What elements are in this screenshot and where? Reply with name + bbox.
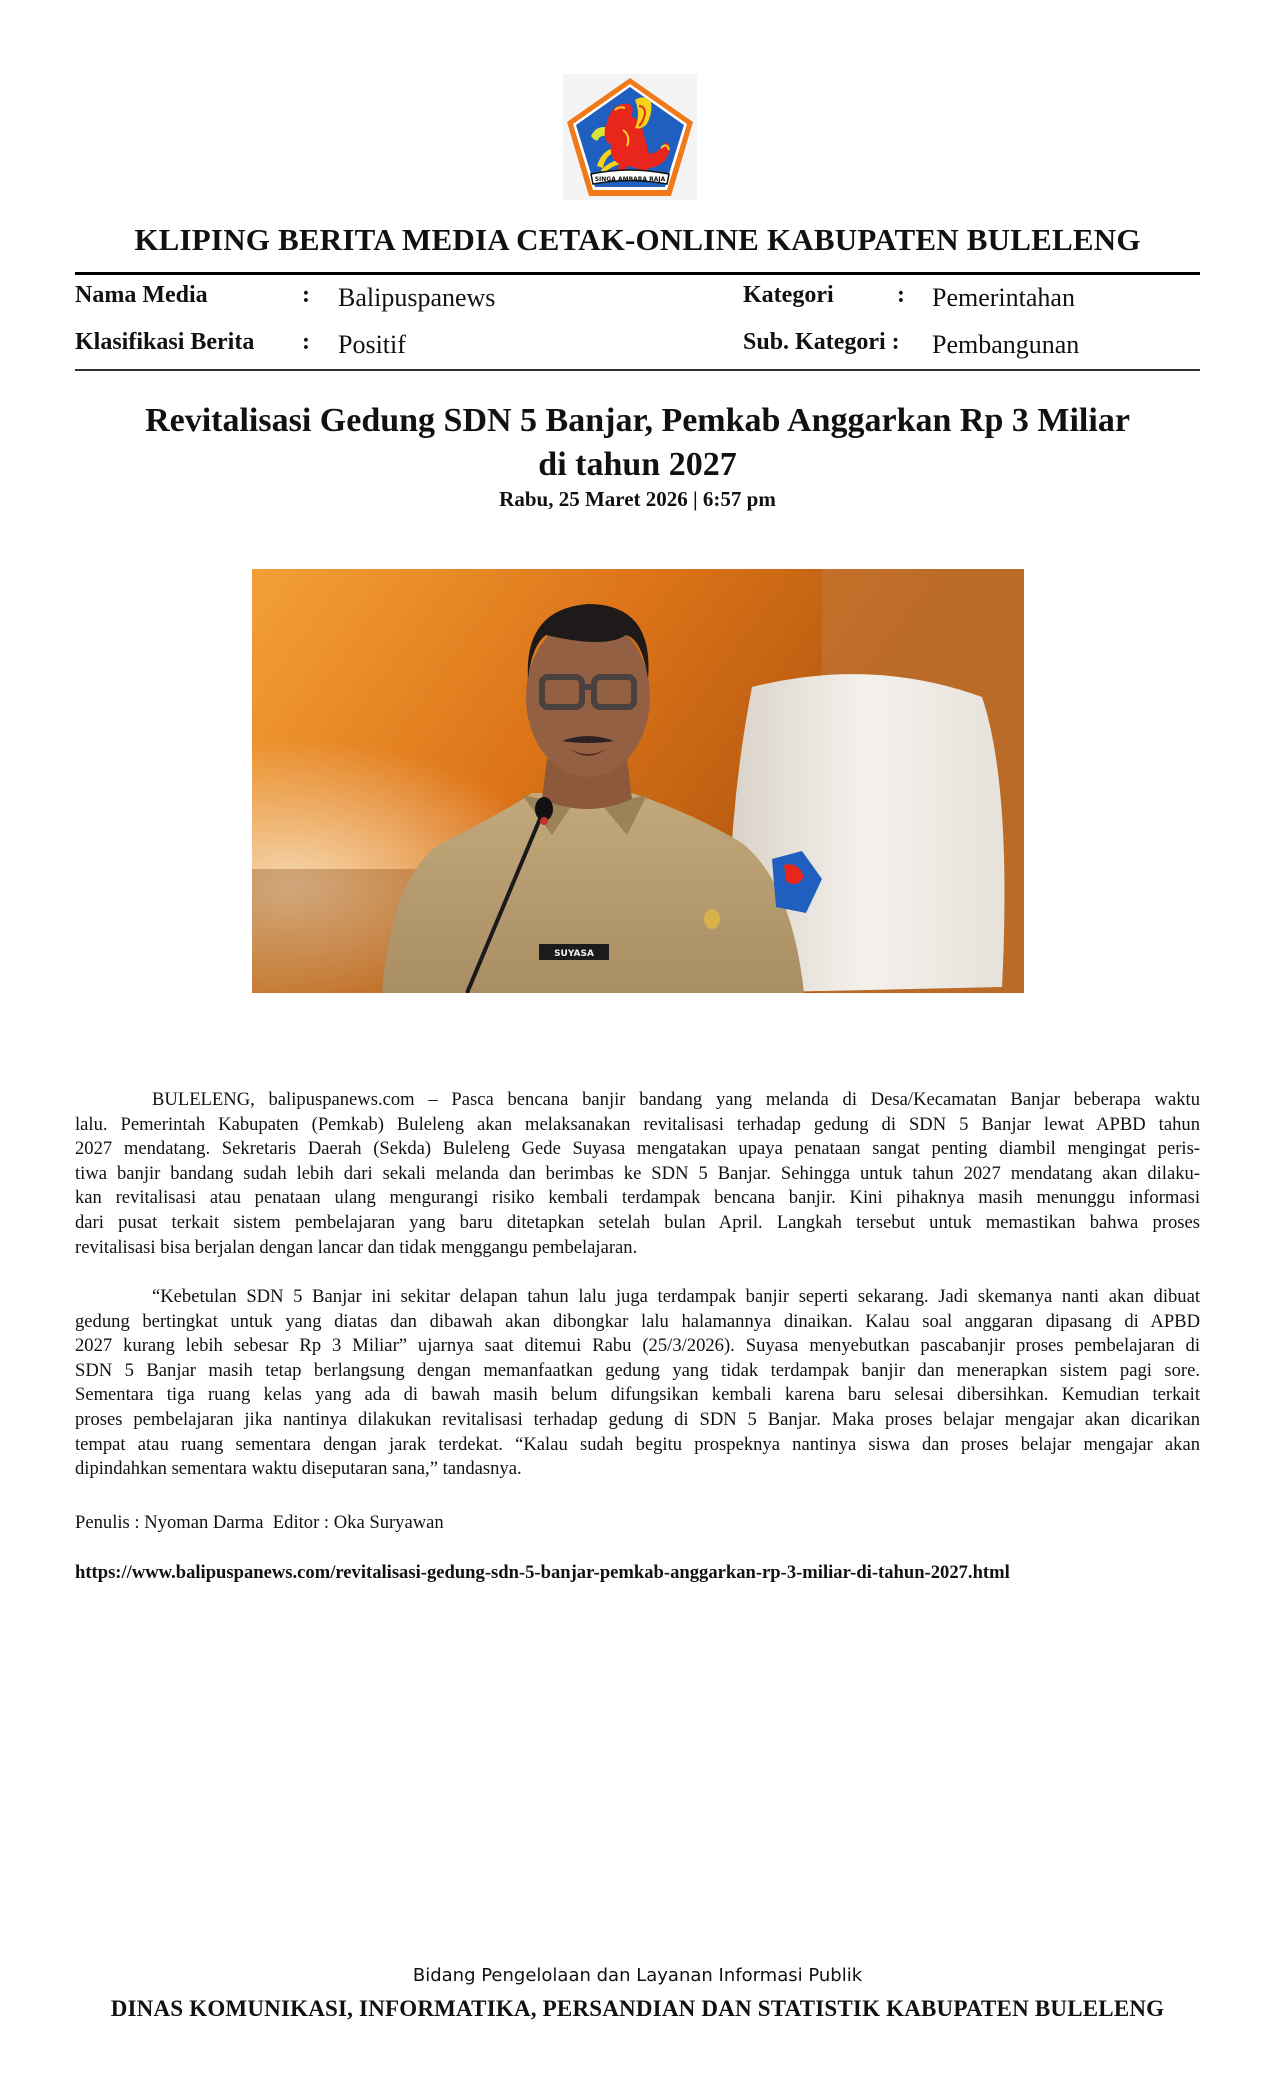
article-credits: Penulis : Nyoman Darma Editor : Oka Suryawan — [75, 1512, 444, 1533]
paragraph-line: gedung bertingkat untuk yang diatas dan dibawah akan dibongkar lalu halamannya dinaikan. Kalau soal anggaran dipasang di APBD — [75, 1310, 1200, 1332]
sub-category-value: Pembangunan — [932, 330, 1080, 359]
paragraph-line: tempat atau ruang sementara dengan jarak terdekat. “Kalau sudah begitu prospeknya nantinya siswa dan proses belajar mengajar akan — [75, 1433, 1200, 1455]
paragraph-line: lalu. Pemerintah Kabupaten (Pemkab) Buleleng akan melaksanakan revitalisasi terhadap gedung di SDN 5 Banjar lewat APBD tahun — [75, 1113, 1200, 1135]
news-classification-value: Positif — [338, 330, 406, 359]
category-value: Pemerintahan — [932, 283, 1075, 312]
news-classification-label: Klasifikasi Berita — [75, 329, 255, 355]
motto-text: SINGA AMBARA RAJA — [594, 176, 666, 183]
paragraph-line: 2027 kurang lebih sebesar Rp 3 Miliar” ujarnya saat ditemui Rabu (25/3/2026). Suyasa menyebutkan pascabanjir proses pembelajaran di — [75, 1335, 1200, 1357]
paragraph-line: tiwa banjir bandang sudah lebih dari sekali melanda dan berimbas ke SDN 5 Banjar. Sehingga untuk tahun 2027 mendatang akan dilaku- — [75, 1162, 1200, 1184]
news-classification-colon: : — [302, 329, 310, 355]
footer-department: DINAS KOMUNIKASI, INFORMATIKA, PERSANDIAN DAN STATISTIK KABUPATEN BULELENG — [110, 1996, 1165, 2021]
paragraph-line: proses pembelajaran jika nantinya dilakukan revitalisasi terhadap gedung di SDN 5 Banjar. Maka proses belajar mengajar akan dicarikan — [75, 1408, 1200, 1430]
footer-division: Bidang Pengelolaan dan Layanan Informasi Publik — [412, 1965, 863, 1986]
media-name-label: Nama Media — [75, 282, 208, 308]
category-colon: : — [897, 282, 905, 308]
article-photo — [252, 569, 1024, 993]
headline-line: di tahun 2027 — [538, 446, 737, 483]
article-headline — [75, 399, 1200, 487]
article-paragraph-2 — [75, 1285, 1200, 1482]
paragraph-line: dari pusat terkait sistem pembelajaran yang baru ditetapkan setelah bulan April. Langkah tersebut untuk memastikan bahwa proses — [75, 1211, 1200, 1233]
media-name-colon: : — [302, 282, 310, 308]
motto-ribbon — [591, 170, 669, 184]
paragraph-line: “Kebetulan SDN 5 Banjar ini sekitar delapan tahun lalu juga terdampak banjir seperti sekarang. Jadi skemanya nanti akan dibuat — [152, 1286, 1200, 1307]
source-url-link[interactable]: https://www.balipuspanews.com/revitalisasi-gedung-sdn-5-banjar-pemkab-anggarkan-rp-3-miliar-di-tahun-2027.html — [75, 1562, 1010, 1583]
paragraph-line: dipindahkan sementara waktu diseputaran sana,” tandasnya. — [75, 1458, 522, 1480]
paragraph-line: revitalisasi bisa berjalan dengan lancar dan tidak menggangu pembelajaran. — [75, 1236, 638, 1258]
pentagon-crest-icon — [563, 74, 697, 200]
category-label: Kategori — [743, 282, 834, 308]
nameplate-text: SUYASA — [554, 949, 594, 959]
headline-line: Revitalisasi Gedung SDN 5 Banjar, Pemkab Anggarkan Rp 3 Miliar — [145, 402, 1130, 439]
paragraph-line: BULELENG, balipuspanews.com – Pasca bencana banjir bandang yang melanda di Desa/Kecamatan Banjar beberapa waktu — [152, 1089, 1200, 1110]
buleleng-regency-logo — [563, 74, 697, 200]
paragraph-line: SDN 5 Banjar masih tetap berlangsung dengan memanfaatkan gedung yang tidak terdampak banjir dan menerapkan sistem pagi sore. — [75, 1359, 1200, 1381]
official-portrait-image — [252, 569, 1024, 993]
header-bottom-divider — [75, 369, 1200, 371]
article-paragraph-1 — [75, 1088, 1200, 1260]
paragraph-line: Sementara tiga ruang kelas yang ada di bawah masih belum difungsikan kembali karena baru selesai dibersihkan. Kemudian terkait — [75, 1384, 1200, 1406]
document-title: KLIPING BERITA MEDIA CETAK-ONLINE KABUPATEN BULELENG — [134, 222, 1141, 257]
article-dateline: Rabu, 25 Maret 2026 | 6:57 pm — [499, 487, 776, 511]
paragraph-line: 2027 mendatang. Sekretaris Daerah (Sekda) Buleleng Gede Suyasa mengatakan upaya penataan sangat penting diambil mengingat peris- — [75, 1138, 1200, 1160]
paragraph-line: kan revitalisasi atau penataan ulang mengurangi risiko kembali terdampak bencana banjir. Kini pihaknya masih menunggu informasi — [75, 1187, 1200, 1209]
media-name-value: Balipuspanews — [338, 283, 496, 312]
sub-category-label: Sub. Kategori : — [743, 329, 900, 355]
header-top-divider — [75, 272, 1200, 275]
